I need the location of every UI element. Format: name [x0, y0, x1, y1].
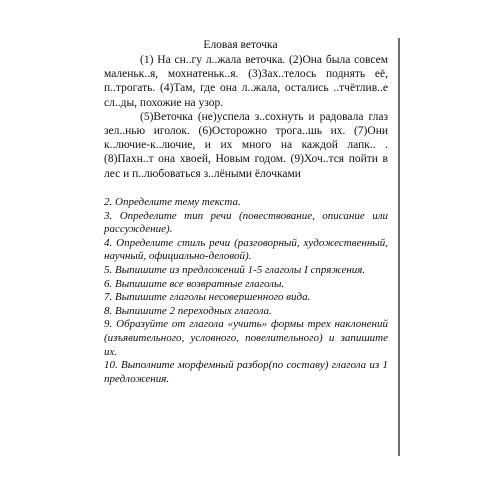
- task-item-7: 7. Выпишите глаголы несовершенного вида.: [104, 291, 311, 304]
- dictation-text: [104, 53, 388, 181]
- document-title: Еловая веточка: [203, 39, 278, 51]
- task-item-2: 2. Определите тему текста.: [104, 196, 241, 208]
- task-item-8: 8. Выпишите 2 переходных глагола.: [104, 304, 272, 317]
- text-paragraph-2: (5)Веточка (не)успела з..сохнуть и радовала глаз зел..нью иголок. (6)Осторожно трога..шь их. (7)Они к..лючие-к..лючие, и их много на каждой лапк.. . (8)Пахн..т она хвоей, Новым годом. (9)Хоч..тся пойти в лес и п..любоваться з..лёными ёлочками: [104, 110, 388, 180]
- task-item-6: 6. Выпишите все возвратные глаголы.: [104, 277, 285, 290]
- task-item-5: 5. Выпишите из предложений 1-5 глаголы I спряжения.: [104, 263, 366, 276]
- page-margin-line: [398, 38, 400, 456]
- task-item-9: 9. Образуйте от глагола «учить» формы трех наклонений (изъявительного, условного, повелительного) и запишите их.: [104, 318, 388, 358]
- text-paragraph-1: (1) На сн..гу л..жала веточка. (2)Она была совсем маленьк..я, мохнатеньк..я. (3)Зах..телось поднять её, п..трогать. (4)Там, где она л..жала, остались ..тчётлив..е сл..ды, похожие на узор.: [104, 54, 388, 109]
- task-item-10: 10. Выполните морфемный разбор(по составу) глагола из 1 предложения.: [104, 359, 388, 385]
- task-item-4: 4. Определите стиль речи (разговорный, художественный, научный, официально-деловой).: [104, 236, 388, 263]
- task-list: [104, 196, 388, 386]
- task-item-3: 3. Определите тип речи (повествование, описание или рассуждение).: [104, 209, 388, 236]
